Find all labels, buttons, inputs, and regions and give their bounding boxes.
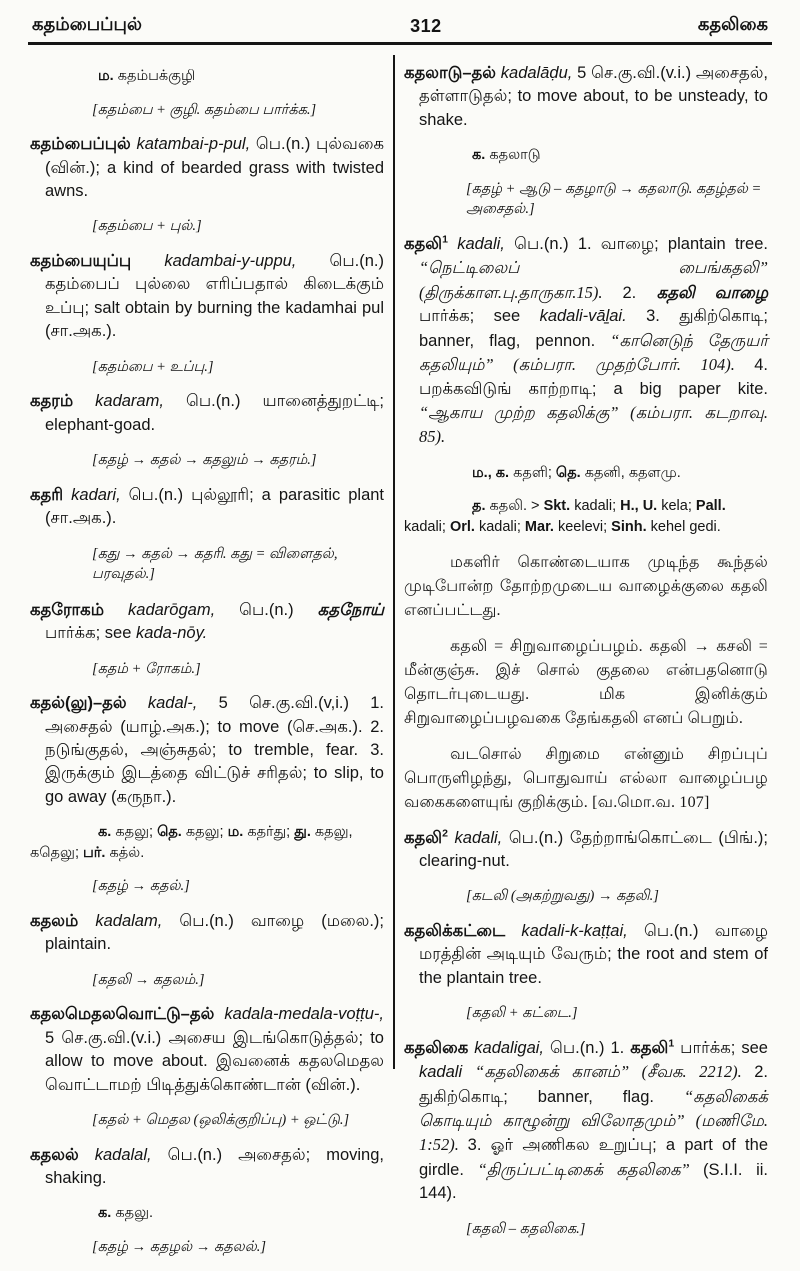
text-run: பெ.(n.) புல்லூரி; a parasitic plant (சா.அக.). <box>45 485 385 528</box>
bold-label: Mar. <box>524 518 558 535</box>
transliteration: kadalal, <box>94 1145 168 1164</box>
bold-label: ம. <box>227 824 248 841</box>
text-run: பெ.(n.) யானைத்துறட்டி; elephant-goad. <box>45 392 385 434</box>
bold-label: Pall. <box>695 498 726 515</box>
dictionary-entry <box>30 692 384 809</box>
bold-label: தெ. <box>555 464 585 481</box>
transliteration: katambai-p-pul, <box>136 135 256 154</box>
text-run: பெ.(n.) <box>239 600 318 619</box>
dictionary-entry <box>404 233 768 450</box>
transliteration: kadali, <box>447 235 515 253</box>
text-run: [கடலி (அகற்றுவது) → கதலி.] <box>466 888 659 905</box>
text-run: பார்க்க; see <box>45 624 136 643</box>
bold-label: ம., க. <box>472 464 514 481</box>
text-run: கதர்து; <box>247 824 295 841</box>
etymology-note <box>404 1219 768 1240</box>
quotation: “நெட்டிலைப் பைங்கதலி” (திருக்காள.பு.தாருகா.15). <box>419 258 768 302</box>
text-run: [கதழ் → கதல் → கதலும் → கதரம்.] <box>92 452 317 469</box>
text-run: கதலி. > <box>489 498 544 515</box>
page-number: 312 <box>410 16 442 36</box>
transliteration: kadalam, <box>95 911 180 930</box>
etymology-note <box>30 100 384 121</box>
cognates-line <box>404 145 768 166</box>
transliteration: kadala-medala-voṭṭu-, <box>224 1005 384 1024</box>
etymology-note <box>30 1110 384 1131</box>
left-column <box>30 53 384 1271</box>
transliteration: kadali-k-kaṭṭai, <box>521 921 644 940</box>
etymology-note <box>30 544 384 585</box>
text-run: [கதம்பை + உப்பு.] <box>92 358 214 375</box>
bold-label: Orl. <box>449 518 479 535</box>
quotation: “கதலிகைக் கானம்” (சீவக. 2212). <box>475 1062 755 1082</box>
commentary-paragraph <box>404 551 768 623</box>
transliteration: kadali <box>419 1063 476 1082</box>
text-run: பார்க்க; see <box>674 1038 768 1057</box>
dictionary-entry <box>30 910 384 957</box>
text-run: 5 செ.கு.வி.(v.i.) அசைதல், தள்ளாடுதல்; to move about, to be unsteady, to shake. <box>419 64 768 129</box>
headword: கதம்பையுப்பு <box>30 252 165 270</box>
dictionary-entry <box>404 827 768 874</box>
guide-word-left: கதம்பைப்புல் <box>32 14 142 34</box>
bold-label: க. <box>98 824 116 841</box>
text-run: 2. துகிற்கொடி; banner, flag. <box>419 1063 768 1106</box>
transliteration: kadaram, <box>95 392 186 411</box>
cross-reference: கதலி வாழை <box>656 282 768 302</box>
bold-label: கதலி <box>630 1038 669 1057</box>
headword: கதல்(லு)–தல் <box>30 694 148 713</box>
text-run: கதலு. <box>115 1205 154 1222</box>
headword: கதலிக்கட்டை <box>404 921 522 940</box>
text-run: [கதழ் → கதழல் → கதலல்.] <box>92 1239 267 1256</box>
text-run: கதலு; <box>115 824 158 841</box>
superscript-number: 1 <box>668 1037 675 1050</box>
transliteration: kadali-vāḻai. <box>539 307 647 326</box>
text-run: பெ.(n.) அசைதல்; moving, shaking. <box>45 1145 384 1188</box>
text-run: [கதம் + ரோகம்.] <box>92 660 201 677</box>
cross-reference: கதநோய் <box>317 599 385 619</box>
bold-label: ம. <box>98 68 118 84</box>
text-run: [கதழ் + ஆடு – கதழாடு → கதலாடு. கதழ்தல் = அசைதல்.] <box>466 180 762 218</box>
text-run: பெ.(n.) கதம்பைப் புல்லை எரிப்பதால் கிடைக்கும் உப்பு; salt obtain by burning the kadamhai pul (சா.அக.). <box>45 252 384 341</box>
text-run: கதலு; <box>185 824 228 841</box>
headword: கதலமெதலவொட்டு–தல் <box>30 1005 225 1024</box>
text-run: kadali; <box>404 518 450 535</box>
text-run: kela; <box>661 498 696 515</box>
headword: கதலி <box>404 235 443 253</box>
dictionary-entry <box>30 484 384 531</box>
text-run: கதலி = சிறுவாழைப்பழம். கதலி → கசலி = மீன்குஞ்சு. இச் சொல் குதலை என்பதனொடு தொடர்புடையது. மிக இனிக்கும் சிறுவாழைப்பழவகை தேங்கதலி எனப் பெறும். <box>404 637 768 727</box>
dictionary-entry <box>30 1003 384 1097</box>
text-run: 3. ஓர் அணிகல உறுப்பு; a part of the girdle. <box>419 1136 768 1179</box>
dictionary-entry <box>30 250 384 344</box>
bold-label: Skt. <box>543 498 575 515</box>
quotation: “ஆகாய முற்ற கதலிக்கு” (கம்பரா. கடறாவு. 85). <box>419 402 768 447</box>
cognates-line <box>30 1203 384 1224</box>
text-run: [கதலி + கட்டை.] <box>466 1005 578 1022</box>
commentary-paragraph <box>404 743 768 815</box>
etymology-note <box>404 1003 768 1024</box>
cognates-line <box>30 66 384 87</box>
etymology-note <box>30 970 384 991</box>
headword: கதலாடு–தல் <box>404 64 501 82</box>
bold-label: து. <box>294 824 315 841</box>
bold-label: த. <box>472 498 490 515</box>
etymology-note <box>30 357 384 378</box>
headword: கதரோகம் <box>30 600 129 619</box>
text-run: கத்ல். <box>109 844 145 861</box>
text-run: 4. பறக்கவிடுங் காற்றாடி; a big paper kite. <box>419 356 768 398</box>
text-run: 5 செ.கு.வி.(v.i.) அசைய இடங்கொடுத்தல்; to allow to move about. இவனைக் கதலமெதல வொட்டாமற் பிடித்துக்கொண்டான் (வின்.). <box>45 1028 384 1094</box>
text-run: வடசொல் சிறுமை என்னும் சிறப்புப் பொருளிழந்து, பொதுவாய் எல்லா வாழைப்பழ வகைகளையுங் குறிக்கும். [வ.மொ.வ. 107] <box>404 745 768 811</box>
transliteration: kadarōgam, <box>128 600 240 619</box>
dictionary-entry <box>404 920 768 990</box>
text-run: பார்க்க; see <box>419 307 540 326</box>
etymology-note <box>404 886 768 907</box>
quotation: “கானெடுந் தேருயர் கதலியும்” (கம்பரா. முதற்போர். 104). <box>419 330 769 375</box>
text-run: kadali; <box>478 518 525 535</box>
text-run: [கதம்பை + குழி. கதம்பை பார்க்க.] <box>92 101 317 118</box>
right-column <box>404 53 768 1271</box>
dictionary-entry <box>30 133 384 203</box>
etymology-note <box>30 876 384 897</box>
text-run: பெ.(n.) தேற்றாங்கொட்டை (பிங்.); clearing-nut. <box>419 828 768 870</box>
headword: கதலம் <box>30 911 96 930</box>
transliteration: kada-nōy. <box>135 624 208 643</box>
text-run: கதலு, கதெலு; <box>30 824 353 861</box>
quotation: “திருப்பட்டிகைக் கதலிகை” <box>477 1159 703 1179</box>
text-run: [கதம்பை + புல்.] <box>92 218 202 235</box>
headword: கதம்பைப்புல் <box>30 135 137 154</box>
text-run: பெ.(n.) புல்வகை (வின்.); a kind of bearded grass with twisted awns. <box>45 135 384 200</box>
bold-label: க. <box>98 1205 116 1222</box>
transliteration: kadaligai, <box>474 1038 550 1057</box>
transliteration: kadalāḍu, <box>500 64 578 82</box>
text-run: பெ.(n.) வாழை மரத்தின் அடியும் வேரும்; the root and stem of the plantain tree. <box>419 921 768 987</box>
dictionary-entry <box>30 1144 384 1191</box>
text-run: பெ.(n.) 1. வாழை; plantain tree. <box>514 235 768 253</box>
text-run: பெ.(n.) 1. <box>550 1038 631 1057</box>
text-run: 2. <box>622 283 657 302</box>
text-run: கதம்பக்குழி <box>117 68 196 84</box>
page-header <box>28 0 772 45</box>
etymology-note <box>30 216 384 237</box>
headword: கதரி <box>30 485 72 504</box>
column-divider-rule <box>393 55 395 1069</box>
transliteration: kadambai-y-uppu, <box>164 252 330 270</box>
superscript-number: 2 <box>442 827 448 840</box>
etymology-note <box>30 1237 384 1258</box>
transliteration: kadari, <box>71 485 129 504</box>
transliteration: kadal-, <box>147 694 219 713</box>
text-run: 5 செ.கு.வி.(v,i.) 1. அசைதல் (யாழ்.அக.); to move (செ.அக.). 2. நடுங்குதல், அஞ்சுதல்; to tremble, fear. 3. இருக்கும் இடத்தை விட்டுச் சரிதல்; to slip, to go away (கருநா.). <box>45 694 384 806</box>
dictionary-entry <box>404 62 768 132</box>
bold-label: தெ. <box>157 824 186 841</box>
dictionary-entry <box>30 598 384 646</box>
guide-word-right: கதலிகை <box>697 14 768 34</box>
commentary-paragraph <box>404 635 768 731</box>
text-run: [கதலி – கதலிகை.] <box>466 1220 586 1237</box>
cognates-line <box>404 496 768 537</box>
text-run: [கதல் + மெதல (ஒலிக்குறிப்பு) + ஒட்டு.] <box>92 1112 350 1129</box>
dictionary-entry <box>30 390 384 437</box>
bold-label: பர். <box>83 844 110 861</box>
quotation: “கதலிகைக் கொடியும் காழூன்று விலோதமும்” (மணிமே. 1:52). <box>419 1086 768 1155</box>
transliteration: kadali, <box>447 828 509 847</box>
superscript-number: 1 <box>442 233 448 246</box>
text-run: [கது → கதல் → கதரி. கது = விளைதல், பரவுதல்.] <box>92 545 338 583</box>
dictionary-entry <box>404 1037 768 1206</box>
text-run: kadali; <box>574 498 621 515</box>
text-run: (S.I.I. ii. 144). <box>419 1160 768 1203</box>
headword: கதரம் <box>30 392 96 411</box>
headword: கதலிகை <box>404 1038 475 1057</box>
bold-label: Sinh. <box>611 518 651 535</box>
bold-label: க. <box>472 147 490 164</box>
text-run: 3. துகிற்கொடி; banner, flag, pennon. <box>419 307 768 350</box>
etymology-note <box>30 450 384 471</box>
text-run: கதலாடு <box>489 147 541 164</box>
text-run: [கதலி → கதலம்.] <box>92 971 205 988</box>
two-column-body <box>0 45 800 1271</box>
headword: கதலி <box>404 828 443 847</box>
etymology-note <box>404 179 768 220</box>
text-run: கதனி, கதளமு. <box>584 464 681 481</box>
text-run: கதளி; <box>513 464 556 481</box>
headword: கதலல் <box>30 1145 95 1164</box>
text-run: மகளிர் கொண்டையாக முடிந்த கூந்தல் முடிபோன்ற தோற்றமுடைய வாழைக்குலை கதலி எனப்பட்டது. <box>404 553 768 619</box>
text-run: பெ.(n.) வாழை (மலை.); plaintain. <box>45 911 384 954</box>
bold-label: H., U. <box>620 498 662 515</box>
text-run: keelevi; <box>557 518 612 535</box>
text-run: kehel gedi. <box>650 518 721 535</box>
text-run: [கதழ் → கதல்.] <box>92 878 190 895</box>
cognates-line <box>404 463 768 484</box>
etymology-note <box>30 659 384 680</box>
cognates-line <box>30 822 384 863</box>
